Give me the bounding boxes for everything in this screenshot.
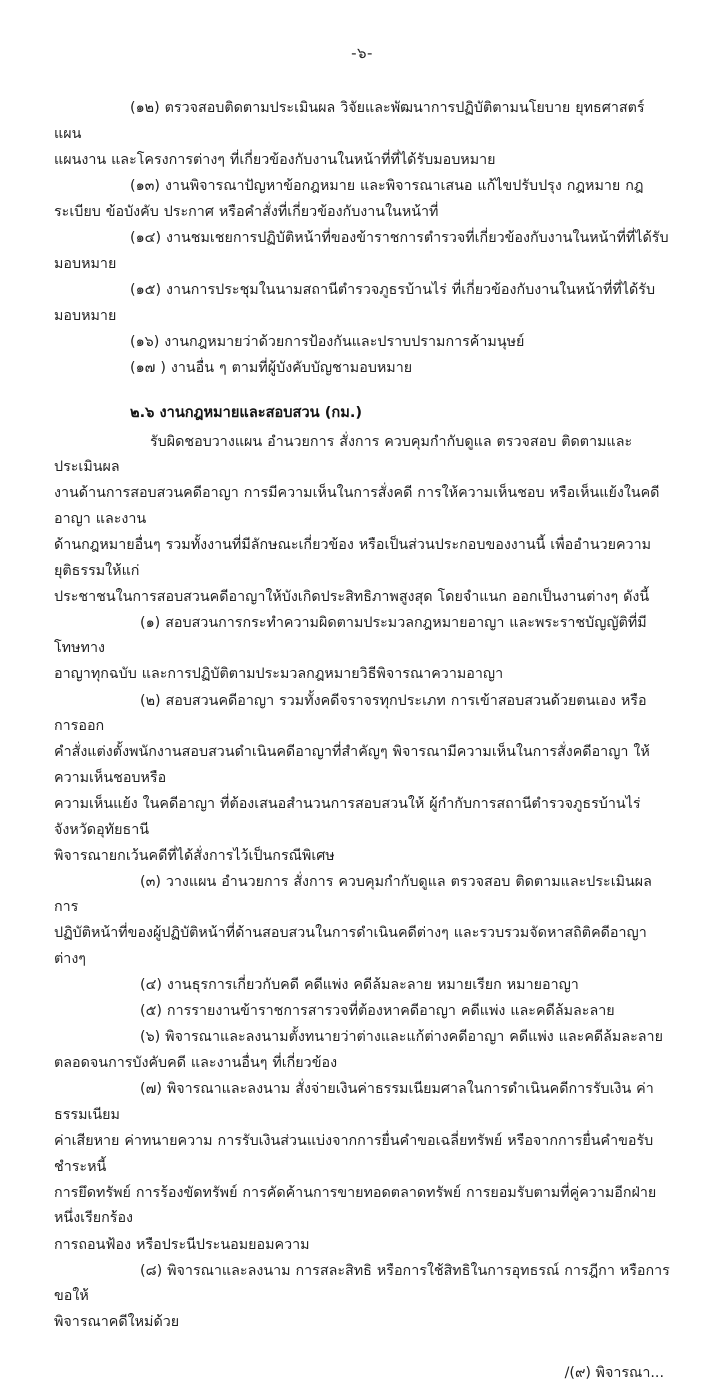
section-heading: ๒.๖ งานกฎหมายและสอบสวน (กม.) bbox=[130, 404, 363, 422]
duty-2-line-4: พิจารณายกเว้นคดีที่ได้สั่งการไว้เป็นกรณีพิเศษ bbox=[54, 847, 335, 864]
duty-6-line-1: (๖) พิจารณาและลงนามตั้งทนายว่าต่างและแก้ต่างคดีอาญา คดีแพ่ง และคดีล้มละลาย bbox=[140, 1029, 663, 1046]
duty-3-line-1: (๓) วางแผน อำนวยการ สั่งการ ควบคุมกำกับดูแล ตรวจสอบ ติดตามและประเมินผลการ bbox=[54, 873, 652, 916]
section-intro-line-1: รับผิดชอบวางแผน อำนวยการ สั่งการ ควบคุมกำกับดูแล ตรวจสอบ ติดตามและประเมินผล bbox=[54, 433, 633, 476]
clause-item-17-line-1: (๑๗ ) งานอื่น ๆ ตามที่ผู้บังคับบัญชามอบหมาย bbox=[130, 360, 413, 377]
section-intro-line-2: งานด้านการสอบสวนคดีอาญา การมีความเห็นในการสั่งคดี การให้ความเห็นชอบ หรือเห็นแย้งในคดีอาญา และงาน bbox=[54, 485, 660, 527]
duty-4-line-1: (๔) งานธุรการเกี่ยวกับคดี คดีแพ่ง คดีล้มละลาย หมายเรียก หมายอาญา bbox=[140, 977, 579, 994]
duty-8-line-1: (๘) พิจารณาและลงนาม การสละสิทธิ หรือการใช้สิทธิในการอุทธรณ์ การฎีกา หรือการขอให้ bbox=[54, 1262, 670, 1305]
clause-item-15-line-2: มอบหมาย bbox=[54, 308, 117, 325]
section-intro-line-4: ประชาชนในการสอบสวนคดีอาญาให้บังเกิดประสิทธิภาพสูงสุด โดยจำแนก ออกเป็นงานต่างๆ ดังนี้ bbox=[54, 588, 650, 605]
duty-1-line-2: อาญาทุกฉบับ และการปฏิบัติตามประมวลกฎหมายวิธีพิจารณาความอาญา bbox=[54, 666, 504, 683]
section-intro-line-3: ด้านกฎหมายอื่นๆ รวมทั้งงานที่มีลักษณะเกี่ยวข้อง หรือเป็นส่วนประกอบของงานนี้ เพื่ออำนวยความยุติธรรมให้แก่ bbox=[54, 537, 652, 579]
duty-6-line-2: ตลอดจนการบังคับคดี และงานอื่นๆ ที่เกี่ยวข้อง bbox=[54, 1055, 338, 1072]
duty-5-line-1: (๕) การรายงานข้าราชการสารวจที่ต้องหาคดีอาญา คดีแพ่ง และคดีล้มละลาย bbox=[140, 1003, 615, 1020]
duty-list bbox=[54, 611, 670, 1336]
duty-7-line-2: ค่าเสียหาย ค่าทนายความ การรับเงินส่วนแบ่งจากการยื่นคำขอเฉลี่ยทรัพย์ หรือจากการยื่นคำขอรับชำระหนี้ bbox=[54, 1133, 654, 1175]
clause-item-16-line-1: (๑๖) งานกฎหมายว่าด้วยการป้องกันและปราบปรามการค้ามนุษย์ bbox=[130, 334, 525, 351]
duty-1-line-1: (๑) สอบสวนการกระทำความผิดตามประมวลกฎหมายอาญา และพระราชบัญญัติที่มีโทษทาง bbox=[54, 614, 647, 657]
duty-3-line-2: ปฏิบัติหน้าที่ของผู้ปฏิบัติหน้าที่ด้านสอบสวนในการดำเนินคดีต่างๆ และรวบรวมจัดหาสถิติคดีอาญาต่างๆ bbox=[54, 925, 647, 967]
duty-2-line-3: ความเห็นแย้ง ในคดีอาญา ที่ต้องเสนอสำนวนการสอบสวนให้ ผู้กำกับการสถานีตำรวจภูธรบ้านไร่ จังหวัดอุทัยธานี bbox=[54, 795, 641, 838]
clause-item-13-line-2: ระเบียบ ข้อบังคับ ประกาศ หรือคำสั่งที่เกี่ยวข้องกับงานในหน้าที่ bbox=[54, 203, 439, 220]
catchword: /(๙) พิจารณา... bbox=[564, 1364, 664, 1381]
clause-item-14-line-2: มอบหมาย bbox=[54, 256, 117, 273]
clause-item-12-line-2: แผนงาน และโครงการต่างๆ ที่เกี่ยวข้องกับงานในหน้าที่ที่ได้รับมอบหมาย bbox=[54, 151, 496, 168]
duty-7-line-4: การถอนฟ้อง หรือประนีประนอมยอมความ bbox=[54, 1236, 310, 1253]
duty-7-line-1: (๗) พิจารณาและลงนาม สั่งจ่ายเงินค่าธรรมเนียมศาลในการดำเนินคดีการรับเงิน ค่าธรรมเนียม bbox=[54, 1081, 654, 1124]
clause-item-15-line-1: (๑๕) งานการประชุมในนามสถานีตำรวจภูธรบ้านไร่ ที่เกี่ยวข้องกับงานในหน้าที่ที่ได้รับ bbox=[130, 282, 656, 299]
duty-8-line-2: พิจารณาคดีใหม่ด้วย bbox=[54, 1314, 180, 1331]
page-number: -๖- bbox=[351, 44, 373, 62]
section-intro bbox=[54, 430, 670, 611]
duty-7-line-3: การยึดทรัพย์ การร้องขัดทรัพย์ การคัดค้านการขายทอดตลาดทรัพย์ การยอมรับตามที่คู่ความอีกฝ่ายหนึ่งเรียกร้อง bbox=[54, 1184, 657, 1227]
clause-item-12-line-1: (๑๒) ตรวจสอบติดตามประเมินผล วิจัยและพัฒนาการปฏิบัติตามนโยบาย ยุทธศาสตร์ แผน bbox=[54, 100, 645, 142]
clause-item-13-line-1: (๑๓) งานพิจารณาปัญหาข้อกฎหมาย และพิจารณาเสนอ แก้ไขปรับปรุง กฎหมาย กฎ bbox=[130, 177, 644, 194]
clause-item-14-line-1: (๑๔) งานชมเชยการปฏิบัติหน้าที่ของข้าราชการตำรวจที่เกี่ยวข้องกับงานในหน้าที่ที่ได้รับ bbox=[130, 229, 669, 246]
duty-2-line-1: (๒) สอบสวนคดีอาญา รวมทั้งคดีจราจรทุกประเภท การเข้าสอบสวนด้วยตนเอง หรือการออก bbox=[54, 692, 647, 735]
duty-2-line-2: คำสั่งแต่งตั้งพนักงานสอบสวนดำเนินคดีอาญาที่สำคัญๆ พิจารณามีความเห็นในการสั่งคดีอาญา ให้ความเห็นชอบหรือ bbox=[54, 744, 650, 786]
continued-items-block bbox=[54, 96, 670, 382]
document-body bbox=[54, 96, 670, 1384]
